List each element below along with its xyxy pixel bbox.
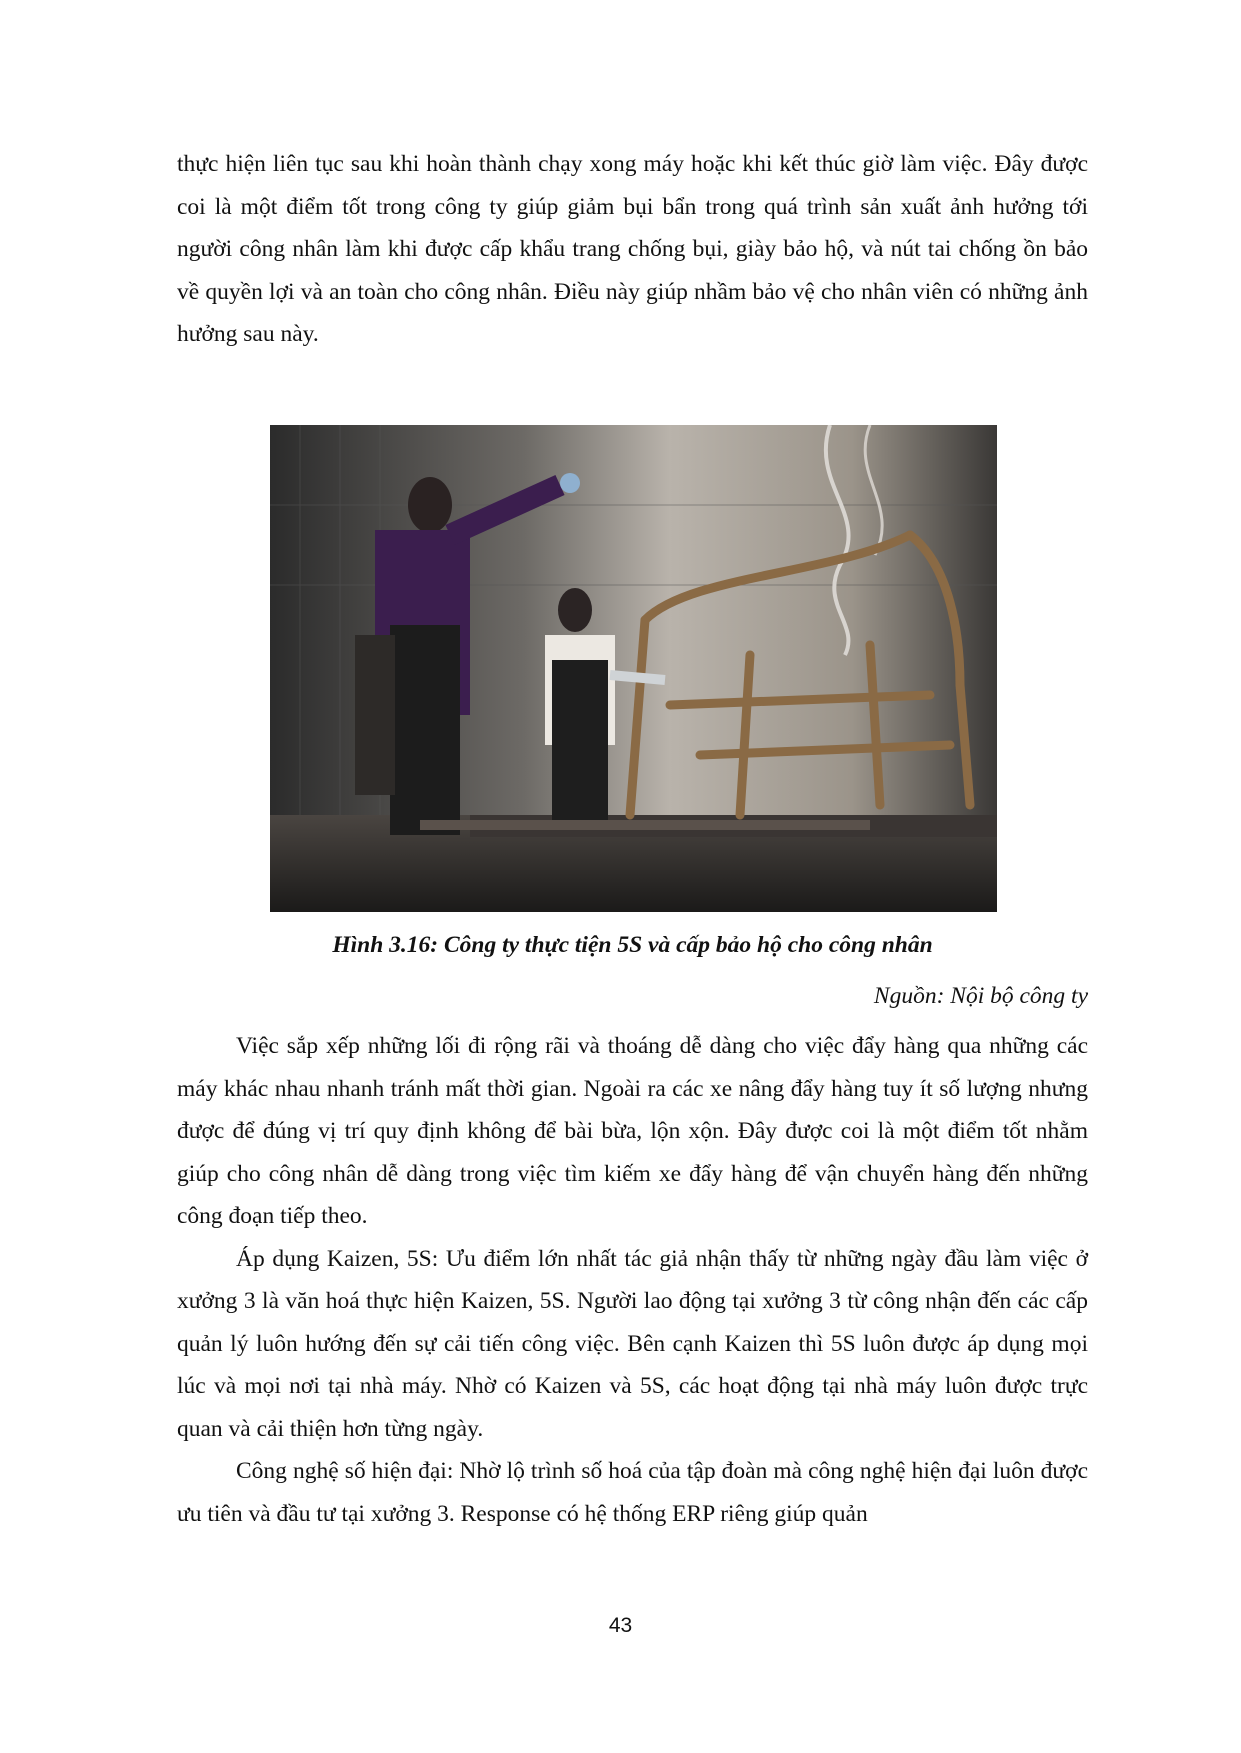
figure-caption: Hình 3.16: Công ty thực tiện 5S và cấp bảo hộ cho công nhân: [332, 932, 933, 958]
figure-source: Nguồn: Nội bộ công ty: [873, 983, 1088, 1009]
page-number: 43: [608, 1614, 633, 1637]
figure-photo-workers-spraying-chair: [270, 425, 997, 912]
paragraph-body-section: [177, 1025, 1088, 1535]
paragraph-top-section: [177, 143, 1088, 356]
paragraph: Công nghệ số hiện đại: Nhờ lộ trình số hoá của tập đoàn mà công nghệ hiện đại luôn được ưu tiên và đầu tư tại xưởng 3. Response có hệ thống ERP riêng giúp quản: [177, 1458, 1088, 1527]
paragraph: Việc sắp xếp những lối đi rộng rãi và thoáng dễ dàng cho việc đẩy hàng qua những các máy khác nhau nhanh tránh mất thời gian. Ngoài ra các xe nâng đẩy hàng tuy ít số lượng nhưng được để đúng vị trí quy định không để bài bừa, lộn xộn. Đây được coi là một điểm tốt nhằm giúp cho công nhân dễ dàng trong việc tìm kiếm xe đẩy hàng để vận chuyển hàng đến những công đoạn tiếp theo.: [177, 1033, 1088, 1229]
paragraph: thực hiện liên tục sau khi hoàn thành chạy xong máy hoặc khi kết thúc giờ làm việc. Đây được coi là một điểm tốt trong công ty giúp giảm bụi bẩn trong quá trình sản xuất ảnh hưởng tới người công nhân làm khi được cấp khẩu trang chống bụi, giày bảo hộ, và nút tai chống ồn bảo về quyền lợi và an toàn cho công nhân. Điều này giúp nhầm bảo vệ cho nhân viên có những ảnh hưởng sau này.: [177, 151, 1088, 347]
photo-illustration: [270, 425, 997, 912]
paragraph: Áp dụng Kaizen, 5S: Ưu điểm lớn nhất tác giả nhận thấy từ những ngày đầu làm việc ở xưởng 3 là văn hoá thực hiện Kaizen, 5S. Người lao động tại xưởng 3 từ công nhận đến các cấp quản lý luôn hướng đến sự cải tiến công việc. Bên cạnh Kaizen thì 5S luôn được áp dụng mọi lúc và mọi nơi tại nhà máy. Nhờ có Kaizen và 5S, các hoạt động tại nhà máy luôn được trực quan và cải thiện hơn từng ngày.: [177, 1245, 1088, 1442]
